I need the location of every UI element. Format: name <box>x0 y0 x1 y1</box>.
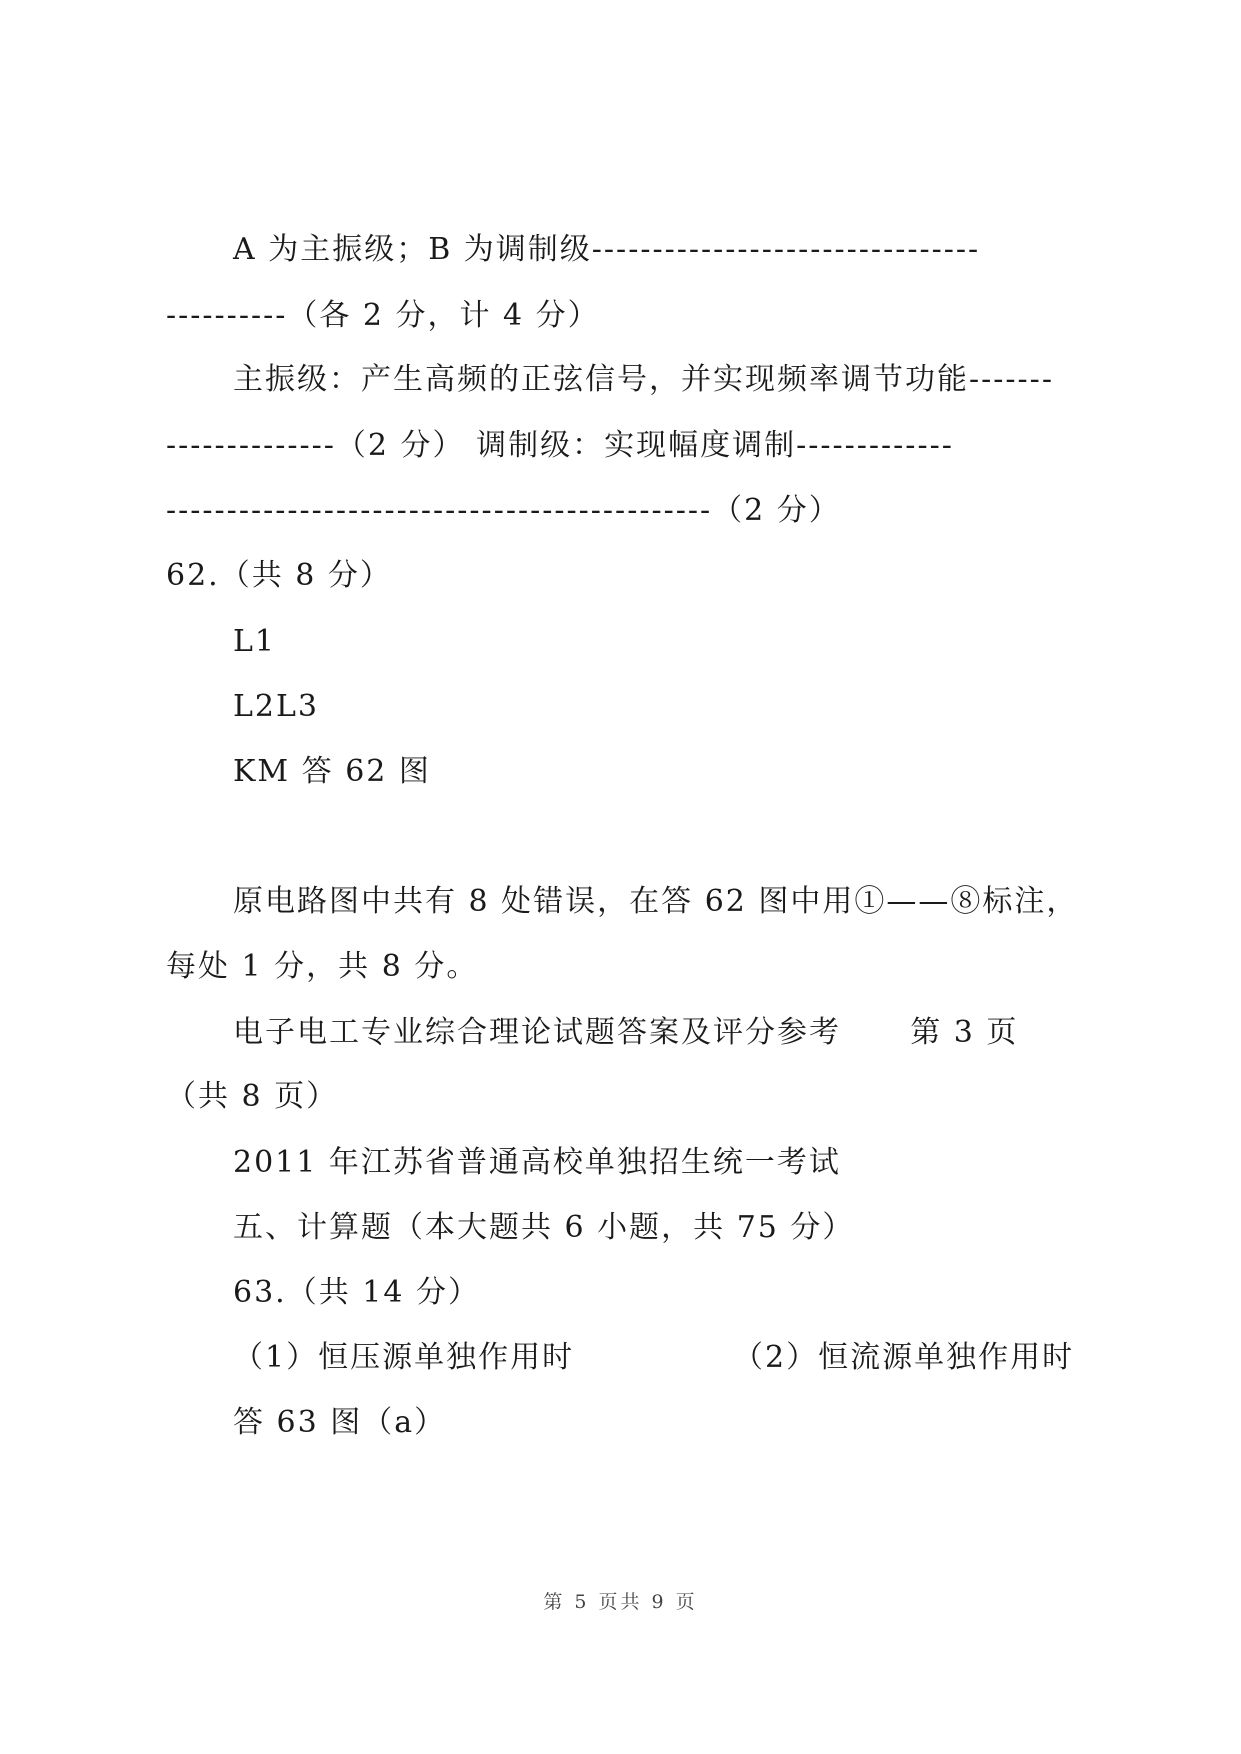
page-footer: 第 5 页共 9 页 <box>543 1591 698 1613</box>
subquestion-label: （2）恒流源单独作用时 <box>733 1340 1075 1375</box>
page-header-text: 电子电工专业综合理论试题答案及评分参考 第 3 页 <box>233 1015 1019 1050</box>
section-heading: 五、计算题（本大题共 6 小题，共 75 分） <box>233 1210 855 1245</box>
text-line: 原电路图中共有 8 处错误，在答 62 图中用①——⑧标注， <box>233 884 1079 919</box>
text-line: 主振级：产生高频的正弦信号，并实现频率调节功能------- <box>233 362 1054 397</box>
diagram-label: L1 <box>233 624 277 659</box>
text-line: --------------（2 分） 调制级：实现幅度调制------------- <box>166 428 954 463</box>
diagram-label: L2L3 <box>233 689 320 724</box>
subquestion-label: （1）恒压源单独作用时 <box>233 1340 575 1375</box>
text-line: 每处 1 分，共 8 分。 <box>166 949 479 984</box>
diagram-caption: 答 63 图（a） <box>233 1405 447 1440</box>
text-line: ---------------------------------------------（2 分） <box>166 493 841 528</box>
question-heading: 62.（共 8 分） <box>166 558 392 593</box>
diagram-caption: KM 答 62 图 <box>233 754 431 789</box>
text-line: ----------（各 2 分，计 4 分） <box>166 298 600 333</box>
text-line: A 为主振级；B 为调制级-------------------------------- <box>233 232 981 267</box>
question-heading: 63.（共 14 分） <box>233 1275 480 1310</box>
page-header-text: （共 8 页） <box>166 1079 339 1114</box>
exam-title: 2011 年江苏省普通高校单独招生统一考试 <box>233 1145 841 1180</box>
